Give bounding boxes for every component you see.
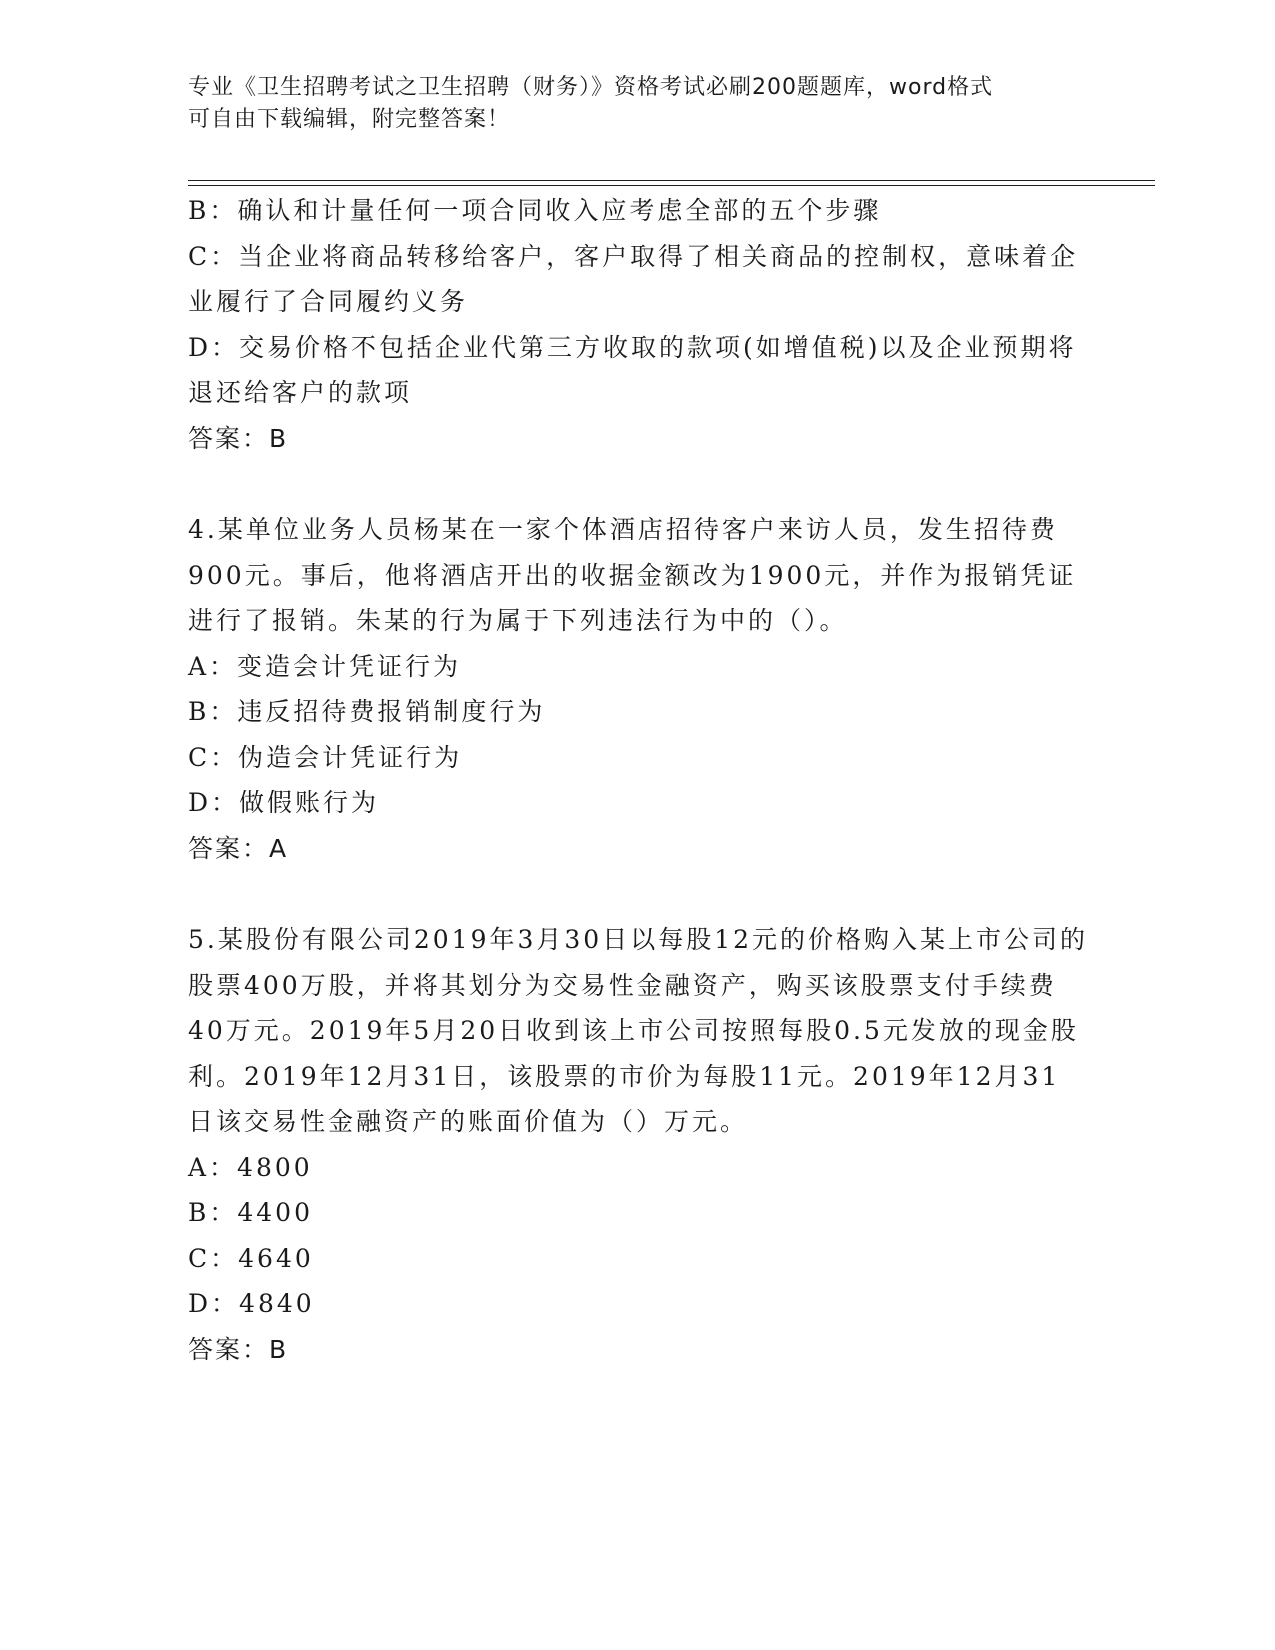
question-5-answer: 答案：B: [188, 1334, 289, 1364]
question-3-option-d: D：交易价格不包括企业代第三方收取的款项(如增值税)以及企业预期将退还给客户的款项: [188, 332, 1077, 407]
question-4-stem: 4.某单位业务人员杨某在一家个体酒店招待客户来访人员，发生招待费900元。事后，他将酒店开出的收据金额改为1900元，并作为报销凭证进行了报销。朱某的行为属于下列违法行为中的（）。: [188, 515, 1077, 635]
question-3-option-b: B：确认和计量任何一项合同收入应考虑全部的五个步骤: [188, 196, 882, 225]
question-5-option-c: C：4640: [188, 1243, 314, 1273]
header-divider-bottom: [188, 185, 1155, 186]
question-5-option-a: A：4800: [188, 1152, 313, 1182]
header-title-line-1: 专业《卫生招聘考试之卫生招聘（财务）》资格考试必刷200题题库，word格式: [188, 75, 994, 100]
question-3-option-c: C：当企业将商品转移给客户，客户取得了相关商品的控制权，意味着企业履行了合同履约义务: [188, 241, 1079, 316]
question-5-option-b: B：4400: [188, 1198, 313, 1227]
question-4-block: [188, 507, 1088, 871]
question-list: [188, 188, 1088, 1372]
question-4-option-b: B：违反招待费报销制度行为: [188, 697, 546, 726]
spacer: [188, 871, 1088, 917]
question-4-option-a: A：变造会计凭证行为: [188, 651, 462, 681]
header-divider-top: [188, 180, 1155, 181]
question-4-answer: 答案：A: [188, 833, 289, 863]
question-4-option-d: D：做假账行为: [188, 788, 380, 817]
header-title-line-2: 可自由下载编辑，附完整答案！: [188, 107, 511, 132]
question-3-answer: 答案：B: [188, 423, 289, 453]
question-3-block: [188, 188, 1088, 461]
question-4-option-c: C：伪造会计凭证行为: [188, 742, 463, 772]
question-5-stem: 5.某股份有限公司2019年3月30日以每股12元的价格购入某上市公司的股票400万股，并将其划分为交易性金融资产，购买该股票支付手续费40万元。2019年5月20日收到该上市公司按照每股0.5元发放的现金股利。2019年12月31日，该股票的市价为每股11元。2019年12月31日该交易性金融资产的账面价值为（）万元。: [188, 925, 1089, 1136]
document-header: [188, 72, 1068, 136]
question-5-option-d: D：4840: [188, 1289, 315, 1318]
spacer: [188, 461, 1088, 507]
question-5-block: [188, 917, 1088, 1372]
